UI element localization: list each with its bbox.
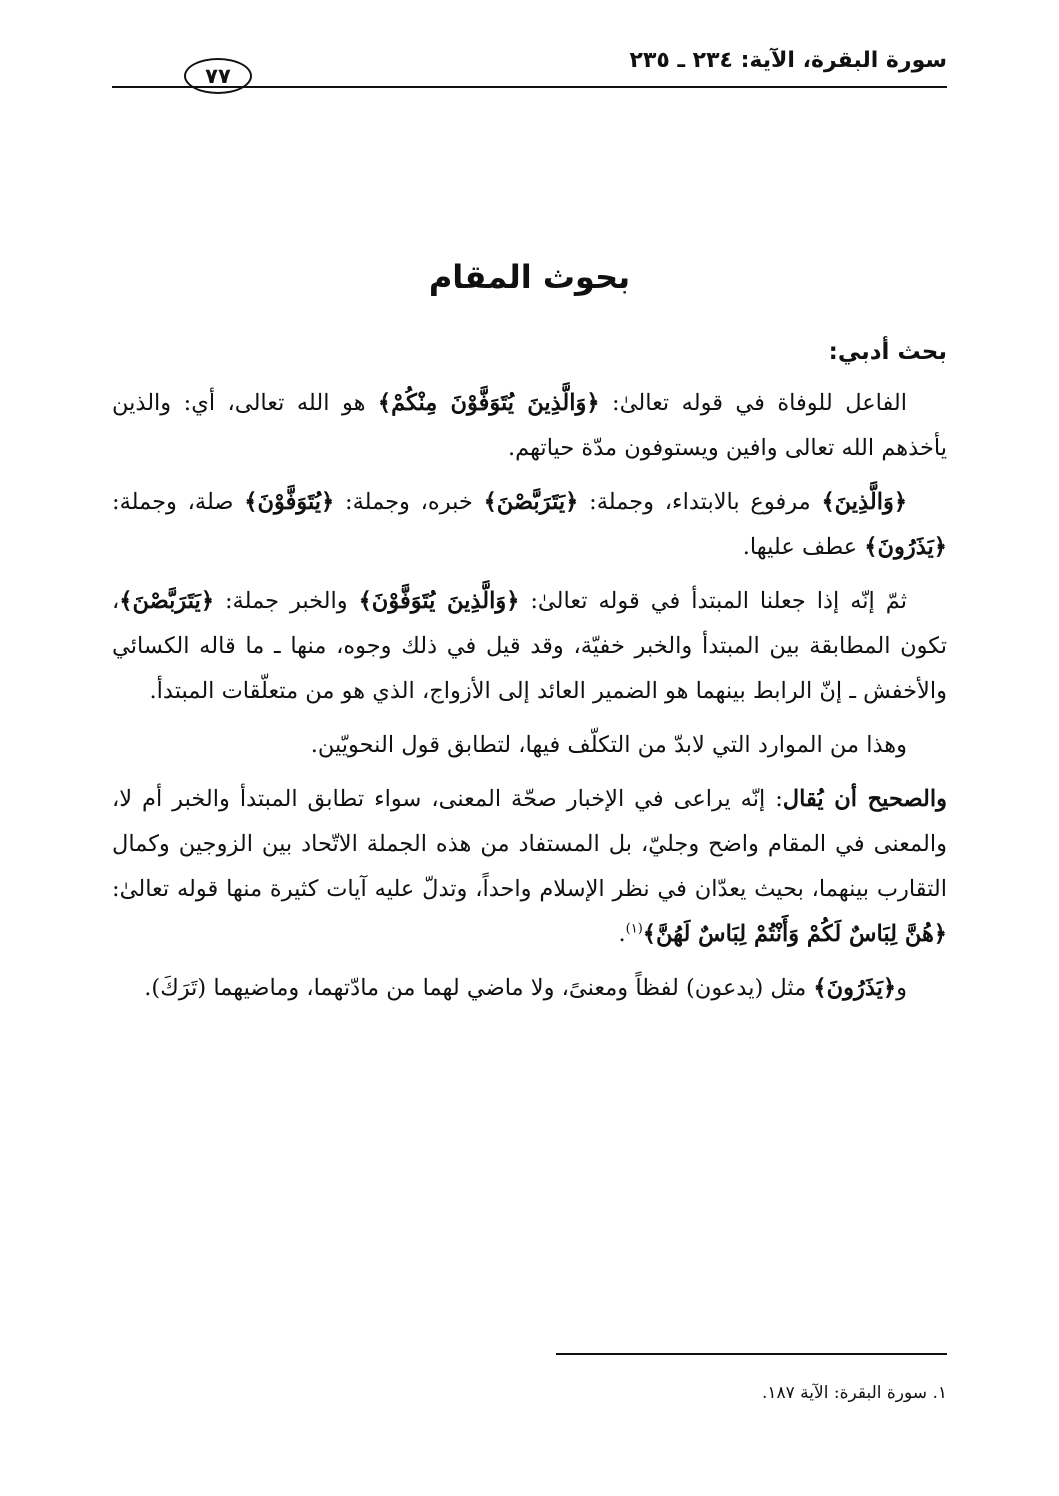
footnote-rule (556, 1353, 947, 1355)
quran-quote: ﴿وَالَّذِينَ﴾ (821, 489, 908, 515)
page-number-badge (184, 58, 252, 94)
lead-phrase: والصحيح أن يُقال (782, 786, 947, 812)
paragraph (112, 777, 947, 957)
text-run: الفاعل للوفاة في قوله تعالىٰ: (599, 390, 907, 416)
text-run: والخبر جملة: (214, 588, 359, 614)
quran-quote: ﴿يَذَرُونَ﴾ (864, 534, 947, 560)
text-run: مثل (يدعون) لفظاً ومعنىً، ولا ماضي لهما من مادّتهما، وماضيهما (تَرَكَ). (144, 975, 814, 1001)
quran-quote: ﴿يَذَرُونَ﴾ (813, 975, 897, 1001)
text-run: . (618, 921, 626, 947)
footnote-marker: (١) (625, 921, 643, 937)
paragraph (112, 966, 947, 1011)
paragraph (112, 480, 947, 570)
text-run: مرفوع بالابتداء، وجملة: (578, 489, 822, 515)
body-text (112, 330, 947, 1020)
paragraph (112, 723, 947, 768)
text-run: : إنّه يراعى في الإخبار صحّة المعنى، سواء تطابق المبتدأ والخبر أم لا، والمعنى في المقام واضح وجليّ، بل المستفاد من هذه الجملة الاتّحاد بين الزوجين وكمال التقارب بينهما، بحيث يعدّان في نظر الإسلام واحداً، وتدلّ عليه آيات كثيرة منها قوله تعالىٰ: (112, 786, 947, 902)
section-title: بحوث المقام (428, 258, 631, 296)
quran-quote: ﴿هُنَّ لِبَاسٌ لَكُمْ وَأَنْتُمْ لِبَاسٌ لَهُنَّ﴾ (642, 921, 947, 947)
quran-quote: ﴿يُتَوَفَّوْنَ﴾ (244, 489, 335, 515)
text-run: صلة، وجملة: (112, 489, 245, 515)
quran-quote: ﴿وَالَّذِينَ يُتَوَفَّوْنَ﴾ (358, 588, 520, 614)
text-run: عطف عليها. (742, 534, 865, 560)
quran-quote: ﴿يَتَرَبَّصْنَ﴾ (483, 489, 579, 515)
subheading: بحث أدبي: (828, 339, 947, 365)
text-run: وهذا من الموارد التي لابدّ من التكلّف فيها، لتطابق قول النحويّين. (310, 732, 907, 758)
running-head: سورة البقرة، الآية: ٢٣٤ ـ ٢٣٥ (629, 48, 947, 73)
paragraph (112, 381, 947, 471)
page-number: ٧٧ (205, 63, 231, 88)
text-run: ، تكون المطابقة بين المبتدأ والخبر خفيّة، وقد قيل في ذلك وجوه، منها ـ ما قاله الكسائي والأخفش ـ إنّ الرابط بينهما هو الضمير العائد إلى الأزواج، الذي هو من متعلّقات المبتدأ. (112, 588, 947, 704)
paragraph (112, 579, 947, 714)
text-run: هو الله تعالى، أي: والذين يأخذهم الله تعالى وافين ويستوفون مدّة حياتهم. (112, 390, 947, 461)
quran-quote: ﴿يَتَرَبَّصْنَ﴾ (119, 588, 215, 614)
text-run: و (896, 975, 907, 1001)
header-rule (112, 86, 947, 88)
text-run: ثمّ إنّه إذا جعلنا المبتدأ في قوله تعالىٰ: (519, 588, 908, 614)
text-run: خبره، وجملة: (334, 489, 484, 515)
footnote: ١. سورة البقرة: الآية ١٨٧. (761, 1383, 947, 1403)
quran-quote: ﴿وَالَّذِينَ يُتَوَفَّوْنَ مِنْكُمْ﴾ (377, 390, 600, 416)
